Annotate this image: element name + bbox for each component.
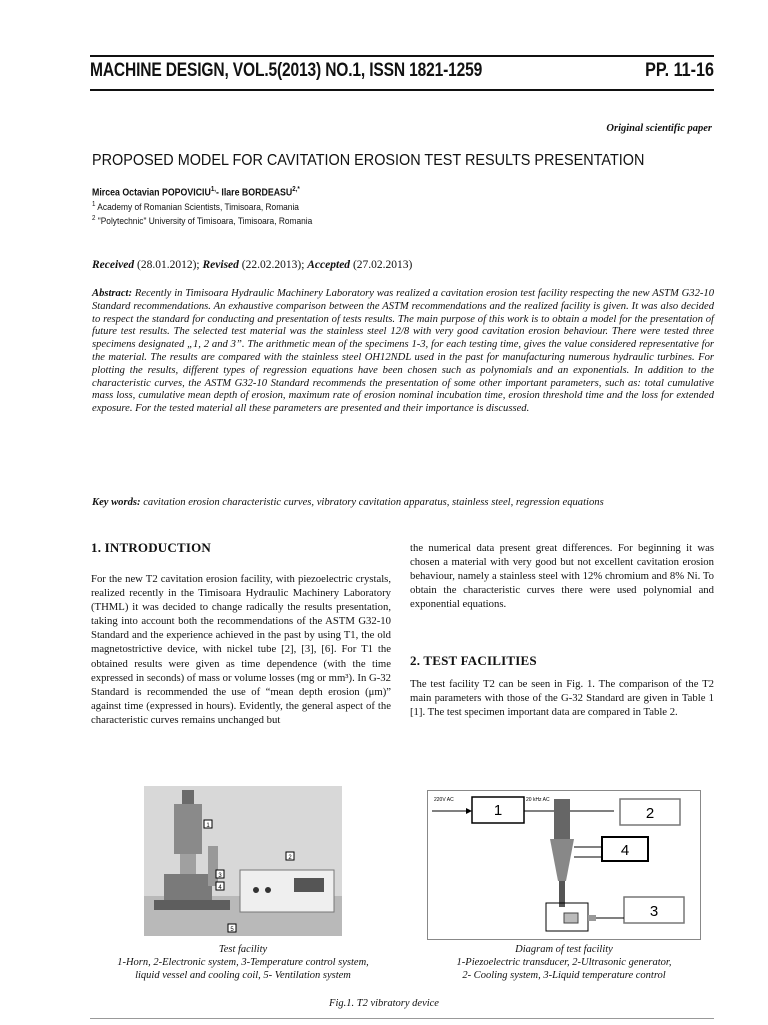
received-date: (28.01.2012); [137, 259, 200, 271]
diagram-caption [408, 943, 720, 982]
section-1-text: For the new T2 cavitation erosion facility, with piezoelectric crystals, realized recently in the Timisoara Hydraulic Machinery Laboratory (THML) it was decided to change radically the results presentation, taking into account both the recommendations of the ASTM G32-10 Standard and the experience achieved in the past by using T1, the old magnetostrictive device, with nickel tube [2], [3], [6]. For T1 the obtained results were given as time dependence (with the time expressed in seconds) of mass or volume losses (mg or mm³). In G-32 Standard is recommended the use of “mean depth erosion (μm)” against time (expressed in hours). Evidently, the general aspect of the characteristic curves remains unchanged but [91, 573, 391, 726]
keywords-label: Key words: [92, 497, 141, 508]
article-dates [92, 259, 412, 271]
photo-label-1: 1 [206, 823, 210, 829]
affiliation-2-text: "Polytechnic" University of Timisoara, Timisoara, Romania [97, 216, 313, 228]
section-2-heading: 2. TEST FACILITIES [410, 653, 537, 668]
diagram-caption-title: Diagram of test facility [515, 944, 613, 955]
keywords-text: cavitation erosion characteristic curves, vibratory cavitation apparatus, stainless steel, regression equations [143, 497, 604, 508]
affiliation-2-num: 2 [92, 215, 96, 222]
author-1-sup: 1, [210, 186, 216, 193]
test-facility-illustration [144, 786, 342, 936]
photo-label-4: 4 [218, 885, 222, 891]
photo-label-3: 3 [218, 873, 222, 879]
diagram-box-3: 3 [649, 903, 659, 920]
page-range: PP. 11-16 [645, 60, 714, 81]
paper-title: PROPOSED MODEL FOR CAVITATION EROSION TEST RESULTS PRESENTATION [92, 152, 645, 169]
diagram-caption-line-2: 2- Cooling system, 3-Liquid temperature control [462, 970, 666, 981]
diagram-illustration [428, 791, 700, 939]
test-facility-photo [144, 786, 342, 936]
author-1: Mircea Octavian POPOVICIU [92, 187, 211, 199]
photo-label-5: 5 [230, 927, 234, 933]
diagram-freq-label: 20 kHz AC [526, 797, 550, 803]
paper-type: Original scientific paper [606, 123, 712, 134]
diagram-box-1: 1 [493, 802, 503, 819]
header-top-rule [90, 55, 714, 57]
photo-caption-title: Test facility [218, 944, 268, 955]
photo-label-2: 2 [288, 855, 292, 861]
diagram-box-2: 2 [645, 805, 655, 822]
section-1-heading: 1. INTRODUCTION [91, 540, 212, 555]
diagram-box-4: 4 [620, 842, 630, 859]
author-2-sup: 2,* [292, 186, 300, 193]
photo-caption [90, 943, 396, 982]
keywords [92, 496, 714, 509]
received-label: Received [92, 259, 135, 271]
abstract [92, 288, 714, 416]
photo-caption-line-1: 1-Horn, 2-Electronic system, 3-Temperature control system, [117, 957, 369, 968]
header-bottom-rule [90, 89, 714, 91]
journal-title: MACHINE DESIGN, VOL.5(2013) NO.1, ISSN 1821-1259 [90, 60, 483, 81]
right-column-text: the numerical data present great differences. For beginning it was chosen a material with very good but not excellent cavitation erosion behaviour, namely a stainless steel with 12% chromium and 8% Ni. To obtain the characteristic curves there were used polynomial and exponential equations. [410, 542, 714, 611]
test-facility-diagram [427, 790, 701, 940]
affiliation-1-text: Academy of Romanian Scientists, Timisoara, Romania [97, 202, 299, 214]
photo-caption-line-2: liquid vessel and cooling coil, 5- Ventilation system [135, 970, 351, 981]
revised-date: (22.02.2013); [241, 259, 305, 271]
revised-label: Revised [202, 259, 239, 271]
affiliation-1 [92, 201, 299, 213]
affiliation-1-num: 1 [92, 201, 96, 208]
figure-caption: Fig.1. T2 vibratory device [329, 998, 439, 1009]
affiliation-2 [92, 215, 312, 227]
abstract-label: Abstract: [92, 288, 133, 299]
abstract-text: Recently in Timisoara Hydraulic Machinery Laboratory was realized a cavitation erosion test facility respecting the new ASTM G32-10 Standard recommendations. An exhaustive comparison between the ASTM recommendations and the realized facility is given. It was also decided to respect the standard for conducting and presentation of tests results. The main purpose of this work is to obtain a model for the presentation of future test results. The selected test material was the stainless steel 12/8 with very good cavitation erosion behaviour. There were tested three specimens designated „1, 2 and 3”. The arithmetic mean of the specimens 1-3, for each testing time, gives the value considered representative for the material. The results are compared with the stainless steel OH12NDL used in the past for manufacturing numerous hydraulic turbines. For plotting the results, different types of regression equations have been chosen such as polynomials and an exponentials. In addition to the characteristic curves, the ASTM G32-10 Standard recommends the presentation of some other important parameters, such as: total cumulative mass loss, cumulative mean depth of erosion, maximum rate of erosion nominal incubation time, erosion threshold time and the loss for extended exposure. For the tested material all these parameters are presented and their importance is discussed. [92, 288, 714, 415]
accepted-label: Accepted [307, 259, 351, 271]
author-2: - Ilare BORDEASU [215, 187, 293, 199]
diagram-caption-line-1: 1-Piezoelectric transducer, 2-Ultrasonic generator, [456, 957, 672, 968]
authors [92, 186, 300, 198]
section-2-text: The test facility T2 can be seen in Fig. 1. The comparison of the T2 main parameters with those of the G-32 Standard are given in Table 1 [1]. The test specimen important data are compared in Table 2. [410, 678, 714, 719]
diagram-power-label: 220V AC [434, 797, 454, 803]
accepted-date: (27.02.2013) [352, 259, 413, 271]
